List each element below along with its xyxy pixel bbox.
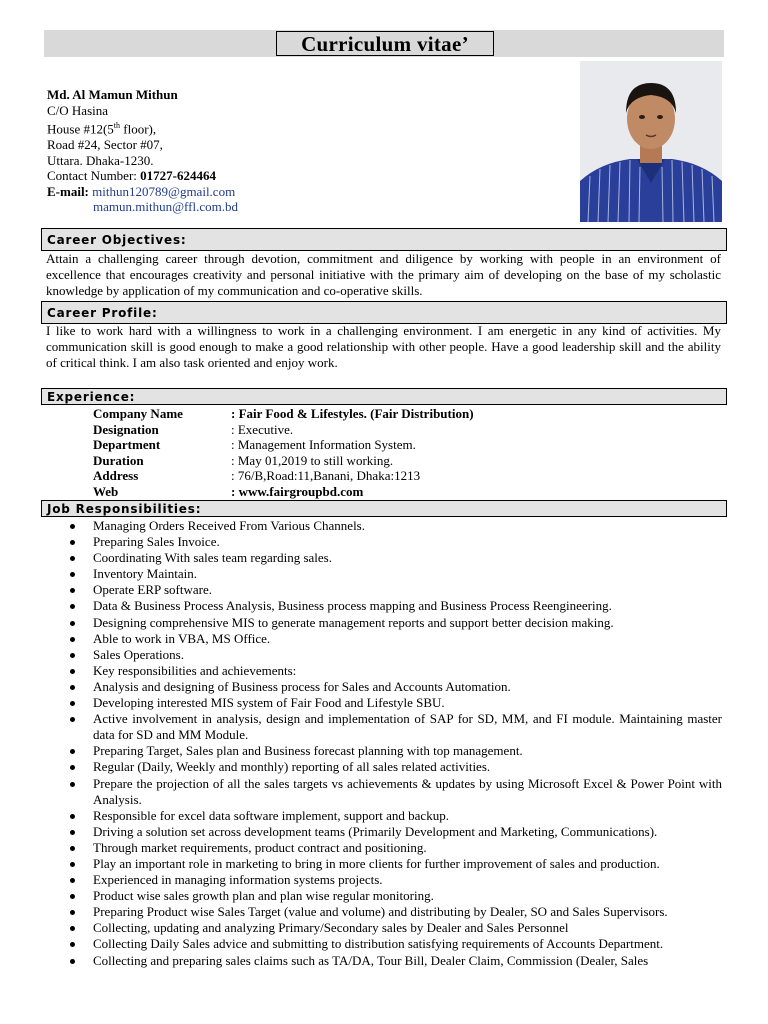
email-link-2[interactable]: mamun.mithun@ffl.com.bd: [93, 199, 238, 215]
experience-heading: Experience:: [41, 388, 727, 405]
list-item: Product wise sales growth plan and plan wise regular monitoring.: [70, 888, 722, 904]
list-item: Regular (Daily, Weekly and monthly) reporting of all sales related activities.: [70, 759, 722, 775]
address-line: C/O Hasina: [47, 102, 109, 118]
email-row: E-mail: mithun120789@gmail.com: [47, 183, 236, 199]
list-item: Prepare the projection of all the sales targets vs achievements & updates by using Microsoft Excel & Power Point with Analysis.: [70, 776, 722, 808]
job-responsibilities-heading: Job Responsibilities:: [41, 500, 727, 517]
list-item: Collecting Daily Sales advice and submitting to distribution satisfying requirements of Accounts Department.: [70, 936, 722, 952]
profile-photo: [580, 61, 722, 222]
list-item: Through market requirements, product contract and positioning.: [70, 840, 722, 856]
list-item: Preparing Product wise Sales Target (value and volume) and distributing by Dealer, SO and Sales Supervisors.: [70, 904, 722, 920]
list-item: Collecting, updating and analyzing Primary/Secondary sales by Dealer and Sales Personnel: [70, 920, 722, 936]
career-objectives-heading: Career Objectives:: [41, 228, 727, 251]
experience-row: Company Name : Fair Food & Lifestyles. (Fair Distribution): [93, 406, 474, 421]
candidate-name: Md. Al Mamun Mithun: [47, 87, 178, 102]
list-item: Sales Operations.: [70, 647, 722, 663]
list-item: Active involvement in analysis, design and implementation of SAP for SD, MM, and FI module. Maintaining master data for SD and MM Module.: [70, 711, 722, 743]
list-item: Collecting and preparing sales claims such as TA/DA, Tour Bill, Dealer Claim, Commission (Dealer, Sales: [70, 953, 722, 969]
list-item: Operate ERP software.: [70, 582, 722, 598]
list-item: Coordinating With sales team regarding sales.: [70, 550, 722, 566]
career-objectives-text: Attain a challenging career through devotion, commitment and diligence by working with people in an environment of excellence that encourages creativity and personal initiative with the primary aim of developing on the base of my scholastic knowledge by application of my communication and co-operative skills.: [46, 251, 721, 299]
list-item: Inventory Maintain.: [70, 566, 722, 582]
career-profile-heading: Career Profile:: [41, 301, 727, 324]
list-item: Able to work in VBA, MS Office.: [70, 631, 722, 647]
responsibilities-list: [70, 518, 722, 969]
address-line: Uttara. Dhaka-1230.: [47, 152, 154, 168]
contact-block: [47, 87, 238, 215]
list-item: Play an important role in marketing to bring in more clients for further improvement of sales and production.: [70, 856, 722, 872]
list-item: Responsible for excel data software implement, support and backup.: [70, 808, 722, 824]
experience-row: Web : www.fairgroupbd.com: [93, 483, 364, 499]
list-item: Preparing Sales Invoice.: [70, 534, 722, 550]
list-item: Driving a solution set across development teams (Primarily Development and Marketing, Communications).: [70, 824, 722, 840]
experience-row: Designation : Executive.: [93, 421, 294, 437]
list-item: Analysis and designing of Business process for Sales and Accounts Automation.: [70, 679, 722, 695]
contact-number: Contact Number: 01727-624464: [47, 168, 216, 184]
career-profile-text: I like to work hard with a willingness to work in a challenging environment. I am energetic in any kind of activities. My communication skill is good enough to make a good relationship with other people. Have a good leadership skill and the ability of critical think. I am also task oriented and enjoy work.: [46, 323, 721, 371]
document-title: Curriculum vitae’: [276, 31, 494, 56]
list-item: Developing interested MIS system of Fair Food and Lifestyle SBU.: [70, 695, 722, 711]
experience-row: Department : Management Information System.: [93, 437, 416, 453]
experience-row: Duration : May 01,2019 to still working.: [93, 452, 394, 468]
experience-table: [93, 406, 474, 500]
list-item: Key responsibilities and achievements:: [70, 663, 722, 679]
experience-row: Address : 76/B,Road:11,Banani, Dhaka:1213: [93, 468, 421, 484]
email-link[interactable]: mithun120789@gmail.com: [92, 183, 236, 199]
list-item: Experienced in managing information systems projects.: [70, 872, 722, 888]
list-item: Preparing Target, Sales plan and Business forecast planning with top management.: [70, 743, 722, 759]
address-line: Road #24, Sector #07,: [47, 137, 163, 153]
list-item: Managing Orders Received From Various Channels.: [70, 518, 722, 534]
list-item: Designing comprehensive MIS to generate management reports and support better decision making.: [70, 615, 722, 631]
address-line: House #12(5th floor),: [47, 121, 157, 137]
list-item: Data & Business Process Analysis, Business process mapping and Business Process Reengineering.: [70, 598, 722, 614]
